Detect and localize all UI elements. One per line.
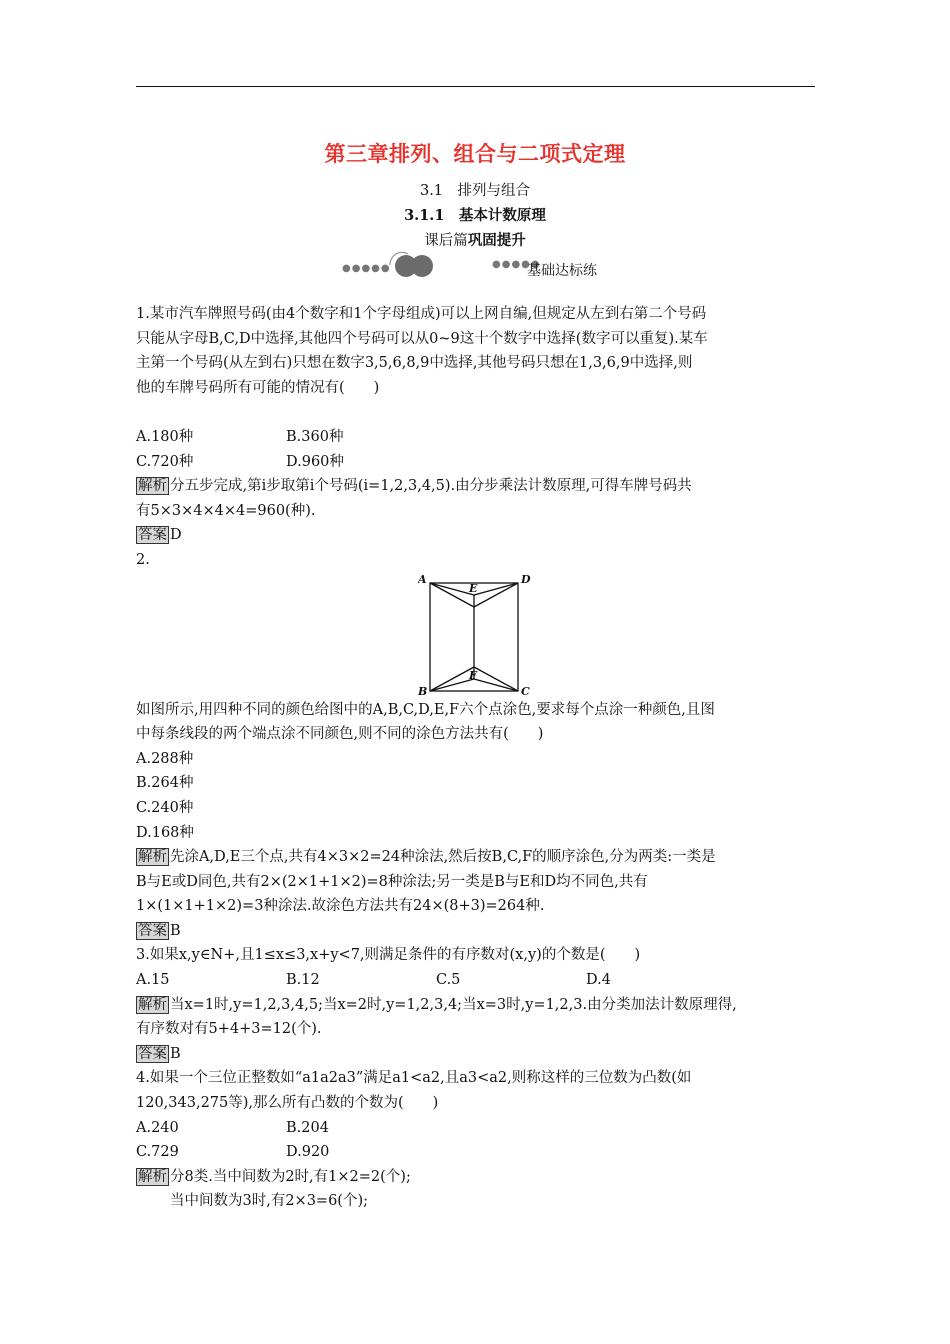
part-prefix: 课后篇	[424, 233, 468, 249]
header-rule	[136, 86, 815, 87]
geometry-diagram	[418, 575, 538, 697]
banner-label: 基础达标练	[527, 263, 597, 279]
part-bold: 巩固提升	[467, 233, 526, 249]
q2-stem-line: 如图所示,用四种不同的颜色给图中的A,B,C,D,E,F六个点涂色,要求每个点涂一种颜色,且图	[136, 701, 715, 718]
practice-banner	[340, 250, 620, 280]
document-body	[136, 302, 820, 1214]
q3-option-c: C.5	[436, 972, 461, 989]
analysis-tag: 解析	[138, 996, 167, 1013]
q1-option-a: A.180种	[136, 428, 194, 445]
q1-option-b: B.360种	[286, 428, 344, 445]
analysis-tag: 解析	[138, 1168, 167, 1185]
part-title	[0, 229, 950, 250]
q3-option-b: B.12	[286, 972, 320, 989]
q4-stem-line: 4.如果一个三位正整数如“a1a2a3”满足a1<a2,且a3<a2,则称这样的三位数为凸数(如	[136, 1070, 692, 1087]
q1-answer: 答案 D	[138, 527, 182, 544]
q2-option-d: D.168种	[136, 824, 194, 841]
q1-analysis-cont: 有5×3×4×4×4=960(种).	[136, 502, 316, 519]
q1-option-c: C.720种	[136, 453, 194, 470]
q4-options-row	[136, 1140, 820, 1165]
answer-tag: 答案	[138, 922, 167, 939]
q2-analysis-cont: B与E或D同色,共有2×(2×1+1×2)=8种涂法;另一类是B与E和D均不同色,共有	[136, 873, 648, 890]
double-circle-icon	[384, 250, 440, 280]
q2-number: 2.	[136, 551, 150, 568]
q1-stem-line: 他的车牌号码所有可能的情况有( )	[136, 379, 380, 396]
label-d: D	[521, 574, 531, 586]
q4-analysis-cont: 当中间数为3时,有2×3=6(个);	[170, 1193, 369, 1210]
q4-options-row	[136, 1116, 820, 1141]
label-c: C	[521, 684, 530, 697]
q2-answer: 答案 B	[138, 922, 181, 939]
q2-option-b: B.264种	[136, 775, 194, 792]
q3-options-row	[136, 968, 820, 993]
q2-figure	[136, 573, 820, 698]
q2-analysis: 解析 先涂A,D,E三个点,共有4×3×2=24种涂法,然后按B,C,F的顺序涂色,分为两类:一类是	[138, 849, 716, 866]
q1-stem-line: 只能从字母B,C,D中选择,其他四个号码可以从0~9这十个数字中选择(数字可以重复).某车	[136, 330, 708, 347]
q4-stem-line: 120,343,275等),那么所有凸数的个数为( )	[136, 1095, 439, 1112]
label-f: F	[469, 668, 477, 682]
q2-stem-line: 中每条线段的两个端点涂不同颜色,则不同的涂色方法共有( )	[136, 726, 544, 743]
q2-option-c: C.240种	[136, 799, 194, 816]
dots-left-icon: ●●●●●	[342, 263, 391, 274]
answer-tag: 答案	[138, 527, 167, 544]
q3-option-d: D.4	[586, 972, 611, 989]
q4-analysis: 解析 分8类.当中间数为2时,有1×2=2(个);	[138, 1168, 411, 1185]
subsection-title: 3.1.1 基本计数原理	[404, 207, 546, 224]
q3-stem: 3.如果x,y∈N+,且1≤x≤3,x+y<7,则满足条件的有序数对(x,y)的个数是( )	[136, 947, 641, 964]
q3-option-a: A.15	[136, 972, 170, 989]
q2-option-a: A.288种	[136, 750, 194, 767]
q3-analysis-cont: 有序数对有5+4+3=12(个).	[136, 1021, 322, 1038]
label-a: A	[418, 574, 427, 586]
q4-option-a: A.240	[136, 1119, 179, 1136]
q4-option-b: B.204	[286, 1119, 329, 1136]
q1-option-d: D.960种	[286, 453, 344, 470]
q1-options-row	[136, 425, 820, 450]
label-e: E	[469, 581, 478, 595]
q1-options-row	[136, 450, 820, 475]
q1-stem-line: 主第一个号码(从左到右)只想在数字3,5,6,8,9中选择,其他号码只想在1,3,6,9中选择,则	[136, 355, 693, 372]
q1-stem-line: 1.某市汽车牌照号码(由4个数字和1个字母组成)可以上网自编,但规定从左到右第二个号码	[136, 306, 707, 322]
q1-analysis: 解析 分五步完成,第i步取第i个号码(i=1,2,3,4,5).由分步乘法计数原理,可得车牌号码共	[138, 478, 692, 495]
dots-right-icon: ●●●●●	[492, 259, 541, 270]
chapter-title: 第三章排列、组合与二项式定理	[324, 142, 626, 166]
q4-option-d: D.920	[286, 1144, 330, 1161]
label-b: B	[418, 684, 428, 697]
q4-option-c: C.729	[136, 1144, 179, 1161]
q3-answer: 答案 B	[138, 1045, 181, 1062]
answer-tag: 答案	[138, 1045, 167, 1062]
analysis-tag: 解析	[138, 849, 167, 866]
section-title: 3.1 排列与组合	[419, 183, 531, 199]
analysis-tag: 解析	[138, 478, 167, 495]
q3-analysis: 解析 当x=1时,y=1,2,3,4,5;当x=2时,y=1,2,3,4;当x=3时,y=1,2,3.由分类加法计数原理得,	[138, 996, 737, 1013]
q2-analysis-cont: 1×(1×1+1×2)=3种涂法.故涂色方法共有24×(8+3)=264种.	[136, 898, 545, 915]
